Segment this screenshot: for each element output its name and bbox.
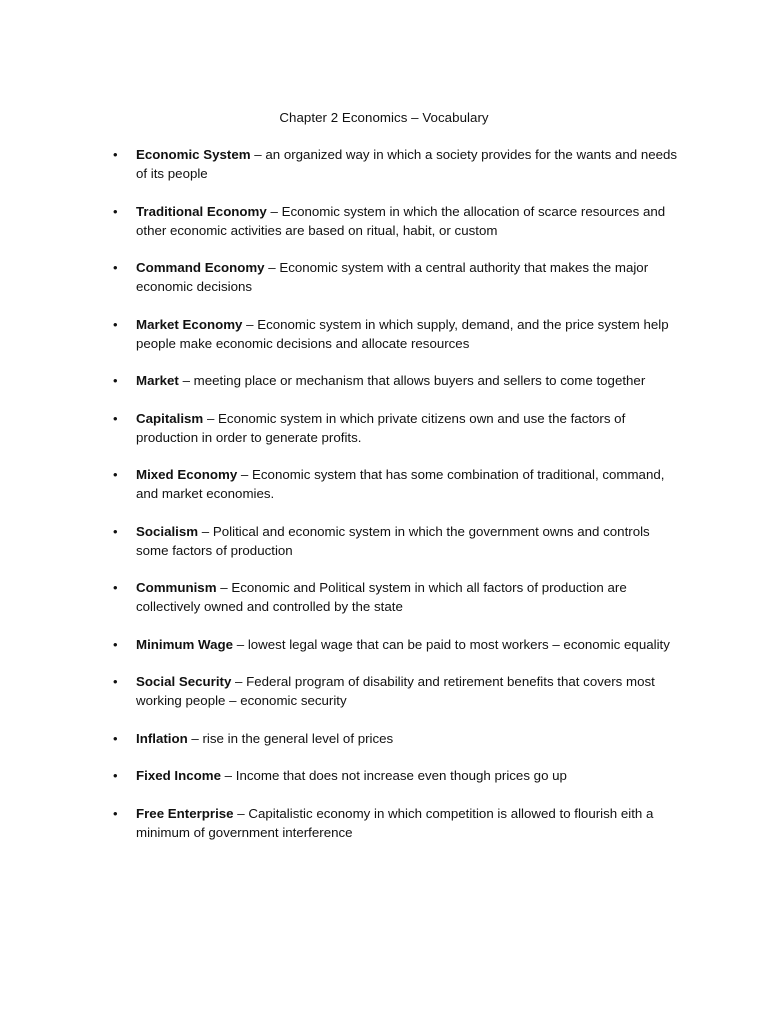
list-item — [0, 371, 684, 390]
vocabulary-list — [0, 145, 768, 860]
term-separator: – — [266, 203, 282, 219]
vocab-term: Command Economy — [136, 260, 265, 275]
term-separator: – — [187, 730, 203, 746]
term-separator: – — [233, 805, 249, 821]
list-item — [0, 409, 684, 447]
term-separator: – — [237, 467, 253, 482]
vocab-term: Mixed Economy — [136, 467, 238, 482]
list-item — [0, 315, 684, 353]
term-separator: – — [220, 768, 236, 783]
vocab-term: Economic System — [136, 147, 251, 162]
vocab-definition: lowest legal wage that can be paid to most workers – economic equality — [247, 636, 670, 652]
vocab-term: Traditional Economy — [136, 203, 267, 219]
vocab-term: Inflation — [136, 730, 188, 746]
bullet-icon: • — [113, 674, 118, 689]
list-item — [0, 766, 684, 785]
bullet-icon: • — [113, 467, 118, 482]
vocab-term: Minimum Wage — [136, 636, 234, 652]
vocab-definition: Economic system with a central authority that makes the major economic decisions — [136, 260, 649, 294]
list-item — [0, 804, 684, 842]
list-item — [0, 578, 684, 616]
list-item — [0, 202, 684, 240]
vocab-definition: Economic and Political system in which all factors of production are collectively owned and controlled by the state — [136, 580, 627, 614]
vocab-definition: Capitalistic economy in which competition is allowed to flourish eith a minimum of government interference — [136, 805, 654, 840]
vocab-definition: Economic system in which private citizens own and use the factors of production in order to generate profits. — [136, 410, 626, 445]
term-separator: – — [242, 316, 258, 332]
list-item — [0, 522, 684, 560]
bullet-icon: • — [113, 768, 118, 783]
vocab-definition: Political and economic system in which the government owns and controls some factors of production — [136, 523, 650, 558]
vocab-term: Market Economy — [136, 316, 243, 332]
list-item — [0, 729, 684, 748]
vocab-definition: an organized way in which a society provides for the wants and needs of its people — [136, 147, 678, 181]
term-separator: – — [178, 373, 194, 388]
bullet-icon: • — [113, 523, 118, 539]
list-item — [0, 465, 684, 503]
vocab-term: Capitalism — [136, 410, 204, 426]
term-separator: – — [198, 523, 213, 539]
term-separator: – — [216, 580, 232, 595]
bullet-icon: • — [113, 147, 118, 162]
vocab-term: Socialism — [136, 523, 199, 539]
bullet-icon: • — [113, 730, 118, 746]
term-separator: – — [231, 674, 247, 689]
vocab-definition: Income that does not increase even though prices go up — [235, 768, 567, 783]
vocab-definition: Economic system that has some combination of traditional, command, and market economies. — [136, 467, 665, 501]
bullet-icon: • — [113, 580, 118, 595]
bullet-icon: • — [113, 410, 118, 426]
bullet-icon: • — [113, 203, 118, 219]
vocab-term: Communism — [136, 580, 217, 595]
vocab-term: Fixed Income — [136, 768, 221, 783]
list-item — [0, 145, 684, 183]
term-separator: – — [233, 636, 248, 652]
vocab-definition: Economic system in which supply, demand, and the price system help people make economic decisions and allocate resources — [136, 316, 669, 351]
bullet-icon: • — [113, 316, 118, 332]
vocab-term: Market — [136, 373, 179, 388]
vocab-definition: Federal program of disability and retirement benefits that covers most working people – economic security — [136, 674, 655, 708]
list-item — [0, 635, 684, 654]
list-item — [0, 258, 684, 296]
vocab-definition: rise in the general level of prices — [202, 730, 394, 746]
vocab-term: Social Security — [136, 674, 232, 689]
bullet-icon: • — [113, 636, 118, 652]
term-separator: – — [264, 260, 280, 275]
bullet-icon: • — [113, 373, 118, 388]
term-separator: – — [203, 410, 219, 426]
vocab-definition: meeting place or mechanism that allows buyers and sellers to come together — [193, 373, 646, 388]
vocab-term: Free Enterprise — [136, 805, 234, 821]
page-title: Chapter 2 Economics – Vocabulary — [279, 110, 489, 125]
vocab-definition: Economic system in which the allocation of scarce resources and other economic activities are based on ritual, habit, or custom — [136, 203, 666, 238]
term-separator: – — [250, 147, 266, 162]
bullet-icon: • — [113, 805, 118, 821]
bullet-icon: • — [113, 260, 118, 275]
list-item — [0, 672, 684, 710]
